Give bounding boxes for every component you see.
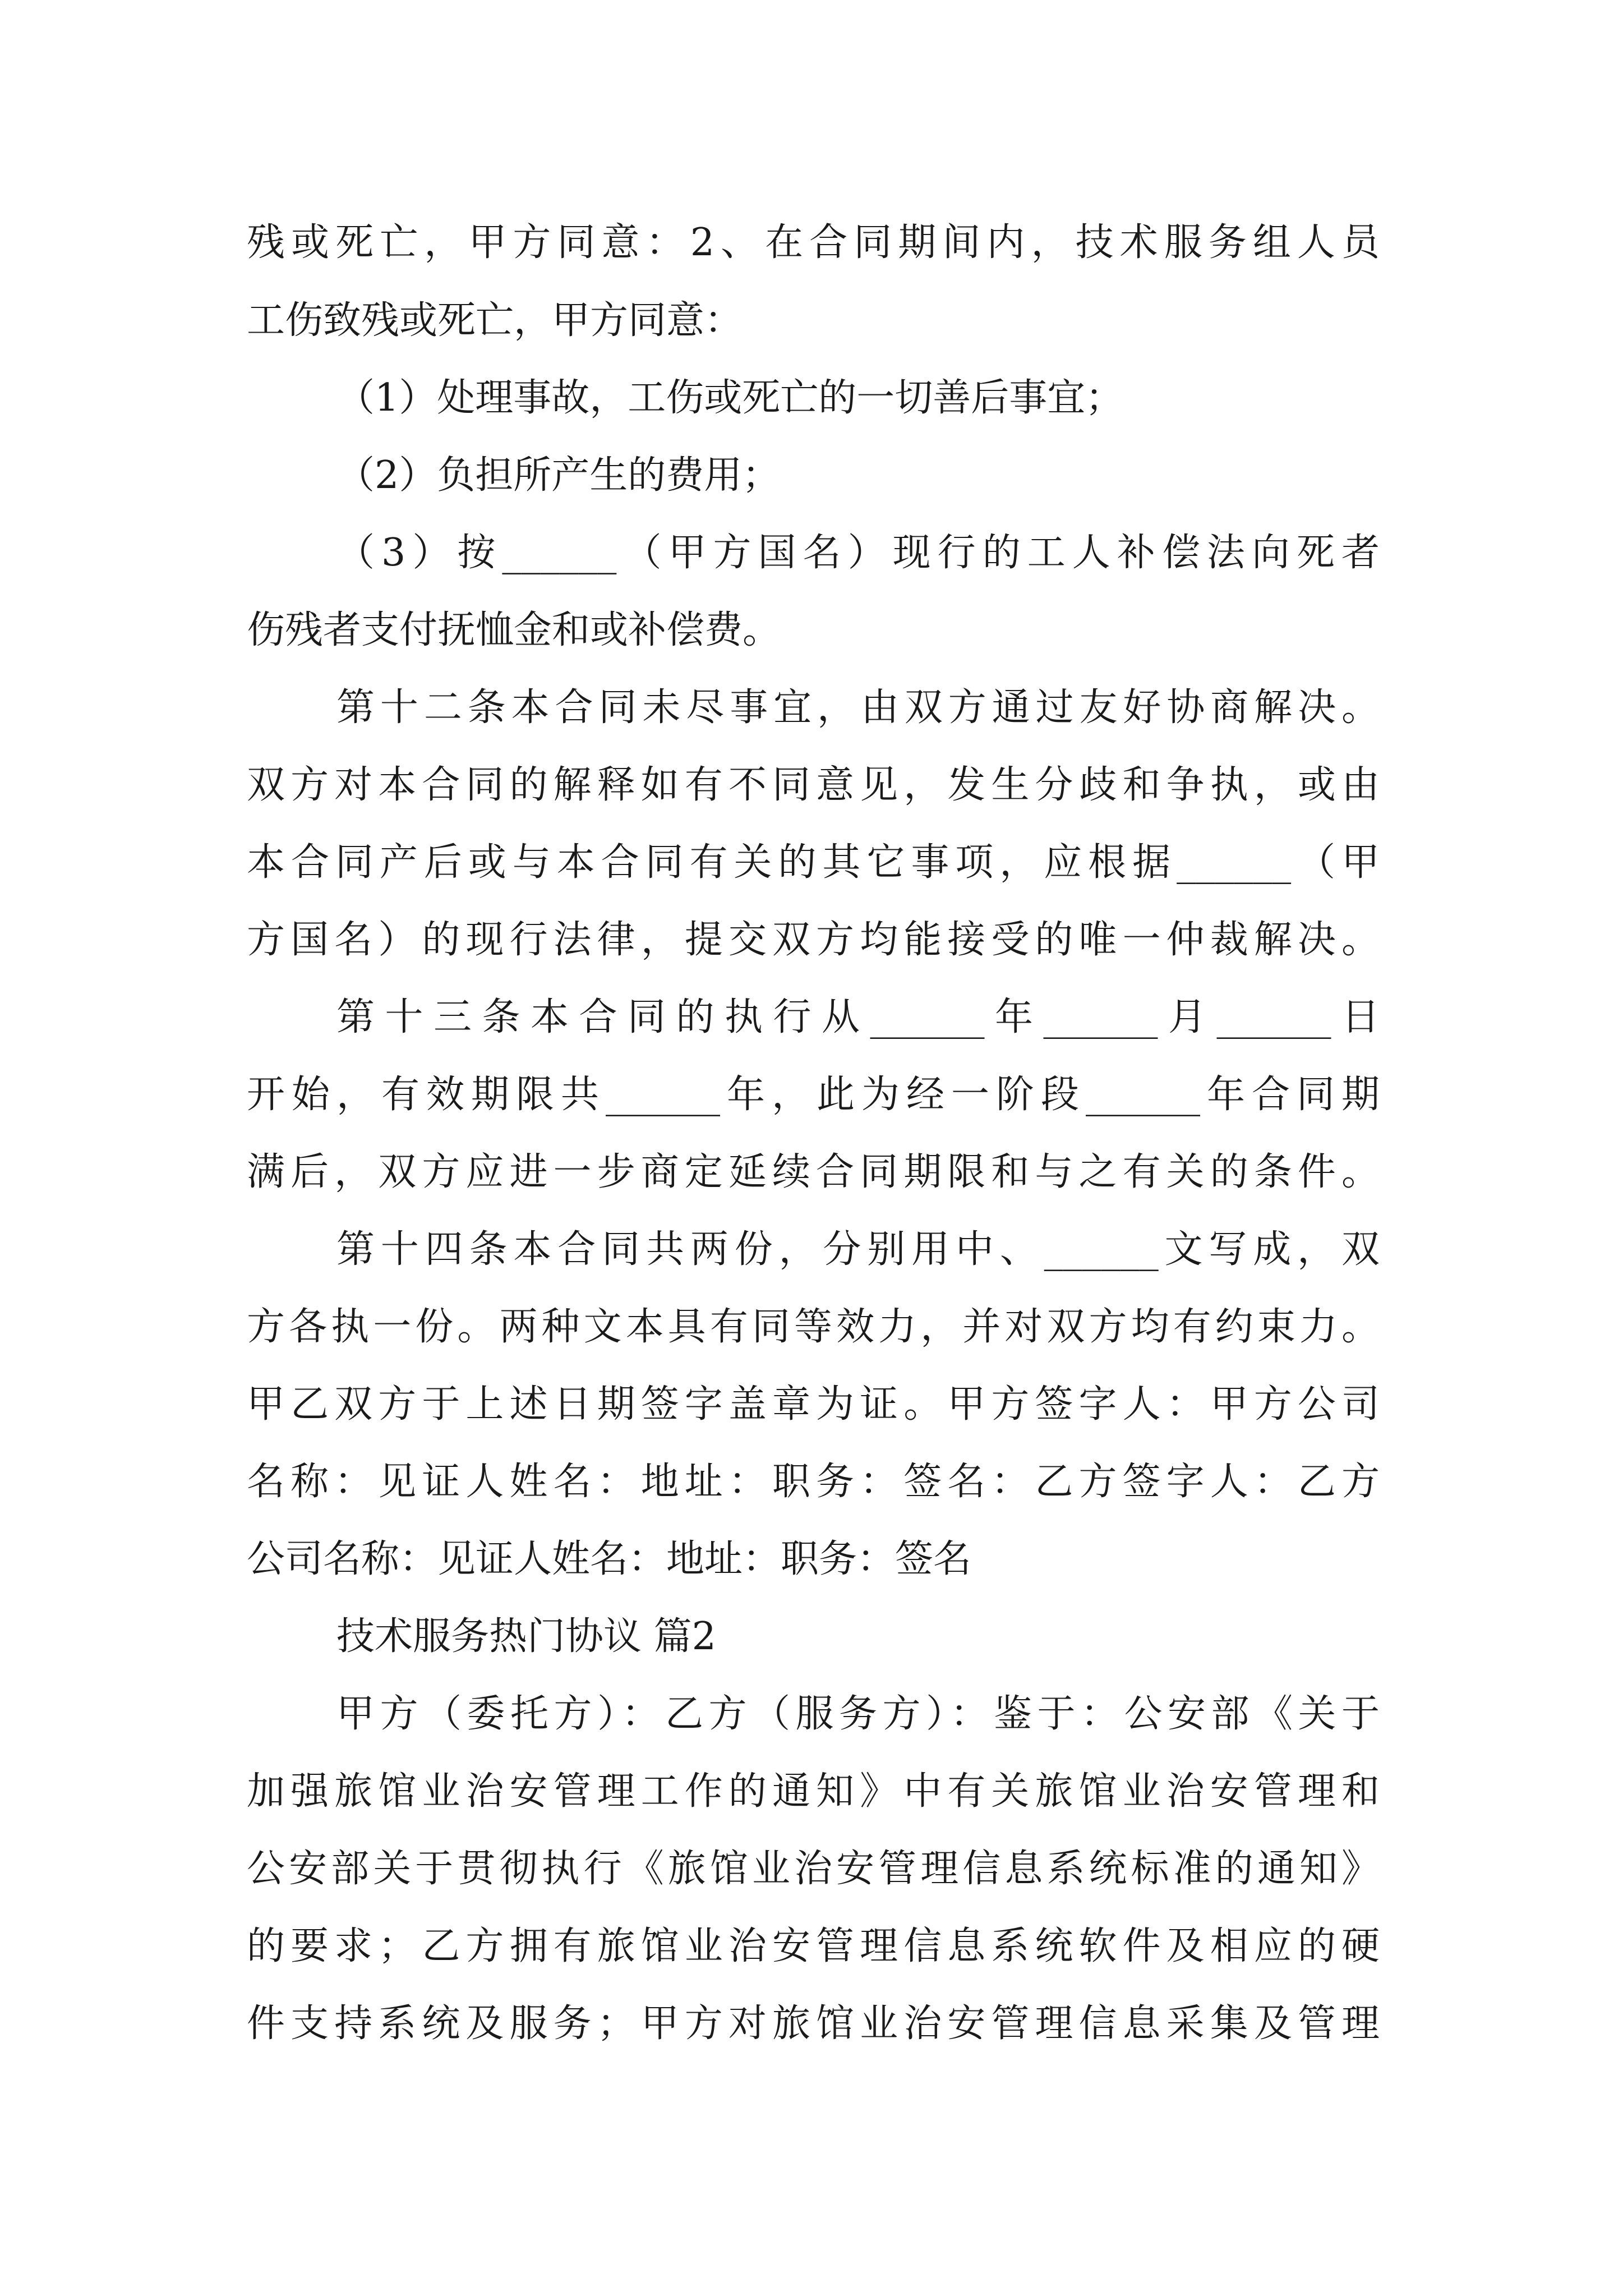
text-line: （1）处理事故，工伤或死亡的一切善后事宜；	[336, 376, 1124, 420]
text-line: 的要求；乙方拥有旅馆业治安管理信息系统软件及相应的硬	[247, 1924, 1380, 1968]
text-line: 本合同产后或与本合同有关的其它事项，应根据______（甲	[247, 840, 1380, 885]
text-line: 工伤致残或死亡，甲方同意：	[247, 298, 743, 343]
text-line: 双方对本合同的解释如有不同意见，发生分歧和争执，或由	[247, 763, 1380, 807]
text-line: 开始，有效期限共______年，此为经一阶段______年合同期	[247, 1073, 1380, 1117]
text-line: 方各执一份。两种文本具有同等效力，并对双方均有约束力。	[247, 1305, 1380, 1349]
text-line: 第十四条本合同共两份，分别用中、______文写成，双	[336, 1227, 1380, 1272]
text-line: 满后，双方应进一步商定延续合同期限和与之有关的条件。	[247, 1150, 1380, 1194]
text-line: 残或死亡，甲方同意：2、在合同期间内，技术服务组人员	[247, 220, 1380, 265]
section-heading: 技术服务热门协议 篇2	[336, 1614, 716, 1659]
text-line: 公司名称：见证人姓名：地址：职务：签名	[247, 1537, 972, 1581]
text-line: 第十三条本合同的执行从______年______月______日	[336, 995, 1380, 1039]
text-line: 件支持系统及服务；甲方对旅馆业治安管理信息采集及管理	[247, 2001, 1380, 2046]
text-line: 伤残者支付抚恤金和或补偿费。	[247, 608, 781, 652]
text-line: 名称：见证人姓名：地址：职务：签名：乙方签字人：乙方	[247, 1460, 1380, 1504]
text-line: 方国名）的现行法律，提交双方均能接受的唯一仲裁解决。	[247, 918, 1380, 962]
text-line: （2）负担所产生的费用；	[336, 453, 781, 498]
text-line: （3）按______（甲方国名）现行的工人补偿法向死者	[336, 531, 1380, 575]
text-line: 加强旅馆业治安管理工作的通知》中有关旅馆业治安管理和	[247, 1769, 1380, 1814]
text-line: 甲方（委托方）：乙方（服务方）：鉴于：公安部《关于	[336, 1692, 1380, 1736]
text-line: 第十二条本合同未尽事宜，由双方通过友好协商解决。	[336, 685, 1380, 730]
text-line: 公安部关于贯彻执行《旅馆业治安管理信息系统标准的通知》	[247, 1847, 1380, 1891]
text-line: 甲乙双方于上述日期签字盖章为证。甲方签字人：甲方公司	[247, 1382, 1380, 1427]
